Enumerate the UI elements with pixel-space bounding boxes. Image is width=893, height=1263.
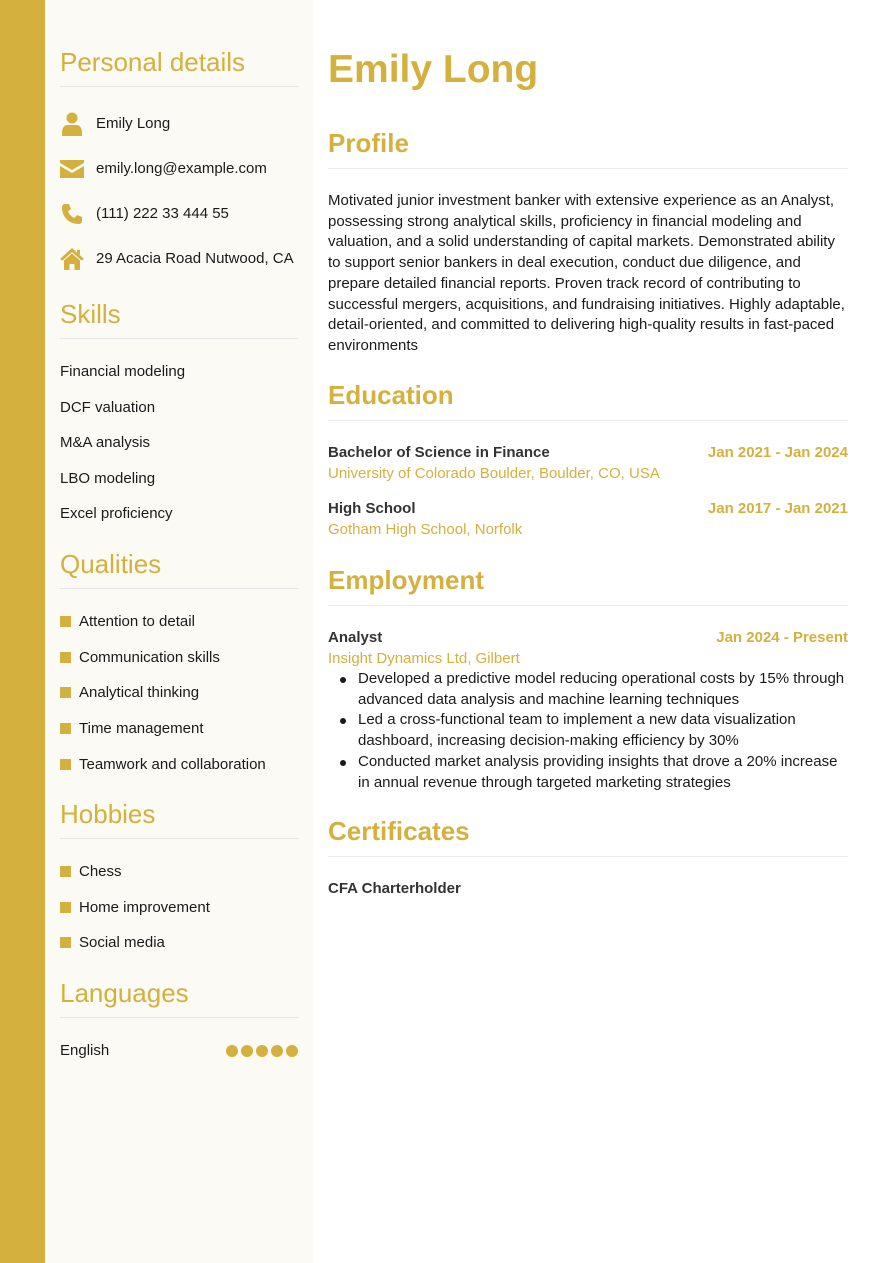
- education-entry: [328, 498, 848, 540]
- square-bullet-icon: [60, 937, 71, 948]
- section-title: Education: [328, 380, 848, 421]
- languages-section: [60, 978, 298, 1068]
- section-title: Hobbies: [60, 799, 298, 839]
- quality-text: Communication skills: [79, 648, 220, 666]
- person-icon: [60, 112, 84, 136]
- language-item: [60, 1033, 298, 1068]
- hobby-item: [60, 890, 298, 926]
- personal-details-section: [60, 47, 298, 281]
- hobby-item: [60, 854, 298, 890]
- bullet-item: Conducted market analysis providing insights that drove a 20% increase in annual revenue through targeted marketing strategies: [328, 752, 848, 793]
- quality-item: [60, 604, 298, 640]
- rating-dot-icon: [226, 1045, 238, 1057]
- personal-phone-text[interactable]: (111) 222 33 444 55: [96, 205, 229, 222]
- employment-entry: [328, 627, 848, 793]
- quality-item: [60, 675, 298, 711]
- profile-section: [328, 128, 848, 357]
- personal-details-list: [60, 101, 298, 281]
- entry-header: [328, 442, 848, 463]
- entry-company: Insight Dynamics Ltd, Gilbert: [328, 650, 520, 667]
- quality-text: Teamwork and collaboration: [79, 755, 266, 773]
- entry-title: High School: [328, 500, 416, 517]
- personal-name-text: Emily Long: [96, 115, 171, 132]
- quality-item: [60, 640, 298, 676]
- rating-dot-icon: [241, 1045, 253, 1057]
- rating-dot-icon: [271, 1045, 283, 1057]
- personal-phone: [60, 191, 298, 236]
- bullet-item: Developed a predictive model reducing operational costs by 15% through advanced data analysis and machine learning techniques: [328, 669, 848, 710]
- language-name: English: [60, 1042, 110, 1059]
- section-title: Personal details: [60, 47, 298, 87]
- square-bullet-icon: [60, 616, 71, 627]
- qualities-list: [60, 604, 298, 782]
- hobbies-list: [60, 854, 298, 961]
- accent-bar: [0, 0, 45, 1263]
- personal-name: [60, 101, 298, 146]
- main-content: [313, 0, 893, 1263]
- quality-text: Attention to detail: [79, 613, 195, 631]
- language-level-rating: [226, 1045, 298, 1057]
- entry-institution: University of Colorado Boulder, Boulder, CO, USA: [328, 465, 660, 482]
- candidate-name: Emily Long: [328, 48, 539, 91]
- square-bullet-icon: [60, 759, 71, 770]
- profile-text: Motivated junior investment banker with extensive experience as an Analyst, possessing strong analytical skills, proficiency in financial modeling and valuation, and a solid understanding of capital markets. Demonstrated ability to support senior bankers in deal execution, conduct due diligence, and prepare detailed financial reports. Proven track record of contributing to successful mergers, acquisitions, and fundraising initiatives. Highly adaptable, detail-oriented, and committed to delivering high-quality results in fast-paced environments: [328, 192, 845, 354]
- quality-text: Time management: [79, 720, 204, 738]
- rating-dot-icon: [256, 1045, 268, 1057]
- section-title: Languages: [60, 978, 298, 1018]
- hobby-item: [60, 925, 298, 961]
- skill-item: M&A analysis: [60, 434, 151, 452]
- entry-header: [328, 627, 848, 648]
- entry-bullets: [328, 669, 848, 793]
- personal-address: [60, 236, 298, 281]
- personal-address-text: 29 Acacia Road Nutwood, CA: [96, 250, 294, 267]
- certificates-section: [328, 816, 848, 899]
- skill-item: Excel proficiency: [60, 505, 173, 523]
- hobbies-section: [60, 799, 298, 961]
- bullet-item: Led a cross-functional team to implement a new data visualization dashboard, increasing decision-making efficiency by 30%: [328, 710, 848, 751]
- square-bullet-icon: [60, 902, 71, 913]
- certificate-item: CFA Charterholder: [328, 880, 461, 897]
- employment-section: [328, 565, 848, 793]
- square-bullet-icon: [60, 652, 71, 663]
- skill-item: LBO modeling: [60, 469, 156, 487]
- phone-icon: [60, 202, 84, 226]
- hobby-text: Chess: [79, 863, 122, 881]
- square-bullet-icon: [60, 866, 71, 877]
- rating-dot-icon: [286, 1045, 298, 1057]
- skill-item: Financial modeling: [60, 363, 186, 380]
- skill-item: DCF valuation: [60, 398, 156, 416]
- education-entry: [328, 442, 848, 484]
- sidebar: [45, 0, 313, 1263]
- skills-list: [60, 354, 298, 532]
- entry-institution: Gotham High School, Norfolk: [328, 521, 523, 538]
- square-bullet-icon: [60, 687, 71, 698]
- entry-title: Analyst: [328, 629, 383, 646]
- personal-email: [60, 146, 298, 191]
- section-title: Profile: [328, 128, 848, 169]
- section-title: Employment: [328, 565, 848, 606]
- square-bullet-icon: [60, 723, 71, 734]
- hobby-text: Home improvement: [79, 898, 210, 916]
- section-title: Skills: [60, 299, 298, 339]
- entry-title: Bachelor of Science in Finance: [328, 444, 550, 461]
- section-title: Qualities: [60, 549, 298, 589]
- entry-date: Jan 2017 - Jan 2021: [707, 500, 848, 517]
- section-title: Certificates: [328, 816, 848, 857]
- quality-item: [60, 711, 298, 747]
- education-section: [328, 380, 848, 540]
- qualities-section: [60, 549, 298, 782]
- envelope-icon: [60, 157, 84, 181]
- entry-date: Jan 2021 - Jan 2024: [707, 444, 848, 461]
- hobby-text: Social media: [79, 934, 165, 952]
- skills-section: [60, 299, 298, 532]
- quality-text: Analytical thinking: [79, 684, 200, 702]
- entry-date: Jan 2024 - Present: [716, 629, 848, 646]
- entry-header: [328, 498, 848, 519]
- home-icon: [60, 247, 84, 271]
- personal-email-text[interactable]: emily.long@example.com: [96, 160, 267, 177]
- quality-item: [60, 746, 298, 782]
